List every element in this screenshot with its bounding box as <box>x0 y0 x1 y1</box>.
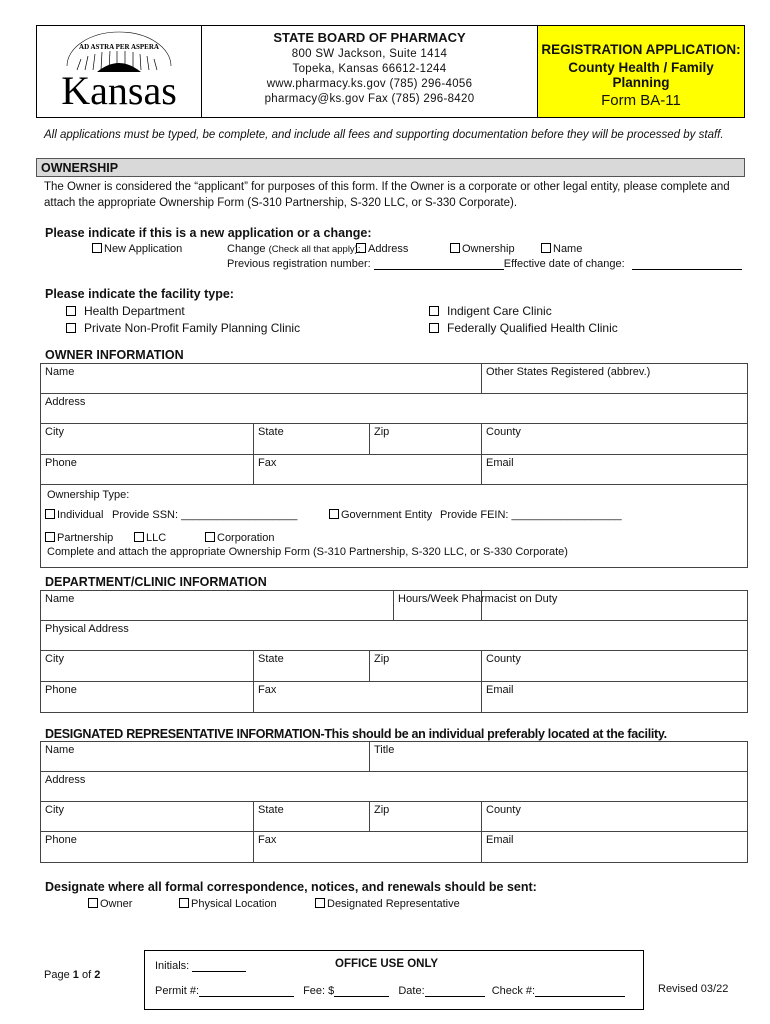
attach-ownership-note: Complete and attach the appropriate Ownership Form (S-310 Partnership, S-320 LLC, or S-330 Corporate) <box>47 546 568 558</box>
change-name-option[interactable] <box>541 243 582 255</box>
submission-notice: All applications must be typed, be complete, and include all fees and supporting documentation before they will be processed by staff. <box>44 129 724 141</box>
owner-info-title: OWNER INFORMATION <box>45 348 184 362</box>
indigent-label: Indigent Care Clinic <box>447 304 552 318</box>
owner-city-label: City <box>45 426 64 438</box>
change-address-label: Address <box>368 243 409 255</box>
effective-date-field[interactable] <box>632 259 742 270</box>
owner-email-field[interactable] <box>482 455 748 485</box>
svg-text:Kansas: Kansas <box>61 68 177 113</box>
office-use-row <box>155 985 625 997</box>
dept-zip-field[interactable] <box>370 651 482 682</box>
page-of: of <box>81 969 92 981</box>
corr-physical-checkbox[interactable] <box>179 898 189 908</box>
ownership-type-label: Ownership Type: <box>47 489 130 501</box>
dept-state-label: State <box>258 653 284 665</box>
rep-name-label: Name <box>45 744 75 756</box>
owner-state-label: State <box>258 426 284 438</box>
fee-field[interactable] <box>334 986 389 997</box>
date-label: Date: <box>398 985 425 997</box>
change-option <box>227 243 360 255</box>
change-ownership-option[interactable] <box>450 243 515 255</box>
owner-address-field[interactable] <box>41 394 748 424</box>
partnership-option[interactable] <box>45 532 113 544</box>
health-dept-checkbox[interactable] <box>66 306 76 316</box>
owner-phone-label: Phone <box>45 457 77 469</box>
office-use-title: OFFICE USE ONLY <box>335 958 439 970</box>
partnership-checkbox[interactable] <box>45 532 55 542</box>
partnership-label: Partnership <box>57 532 114 544</box>
government-entity-label: Government Entity <box>341 509 433 521</box>
owner-fax-field[interactable] <box>254 455 482 485</box>
prev-reg-row <box>227 258 742 270</box>
rep-address-field[interactable] <box>41 772 748 802</box>
dept-email-field[interactable] <box>482 682 748 713</box>
corr-owner-option[interactable] <box>88 898 132 910</box>
board-contact <box>202 26 537 117</box>
board-title: STATE BOARD OF PHARMACY <box>273 30 466 45</box>
change-ownership-checkbox[interactable] <box>450 243 460 253</box>
change-name-checkbox[interactable] <box>541 243 551 253</box>
revised-date: Revised 03/22 <box>658 983 729 995</box>
individual-label: Individual <box>57 509 104 521</box>
dept-email-label: Email <box>486 684 514 696</box>
ownership-type-cell <box>41 485 748 568</box>
page-prefix: Page <box>44 969 70 981</box>
owner-county-label: County <box>486 426 521 438</box>
dept-address-label: Physical Address <box>45 623 129 635</box>
private-nonprofit-option[interactable] <box>66 321 300 335</box>
rep-zip-label: Zip <box>374 804 390 816</box>
federally-qualified-label: Federally Qualified Health Clinic <box>447 321 618 335</box>
rep-title-field[interactable] <box>370 742 748 772</box>
indigent-checkbox[interactable] <box>429 306 439 316</box>
initials-row <box>155 960 246 972</box>
owner-name-label: Name <box>45 366 75 378</box>
federally-qualified-checkbox[interactable] <box>429 323 439 333</box>
indigent-option[interactable] <box>429 304 552 318</box>
health-dept-label: Health Department <box>84 304 185 318</box>
owner-state-field[interactable] <box>254 424 370 455</box>
rep-state-label: State <box>258 804 284 816</box>
owner-zip-field[interactable] <box>370 424 482 455</box>
owner-email-label: Email <box>486 457 514 469</box>
dept-info-table <box>40 590 748 713</box>
page-number <box>44 969 100 981</box>
initials-label: Initials: <box>155 960 190 972</box>
dept-hours-label: Hours/Week Pharmacist on Duty <box>398 593 558 605</box>
corporation-label: Corporation <box>217 532 275 544</box>
owner-address-label: Address <box>45 396 86 408</box>
owner-county-field[interactable] <box>482 424 748 455</box>
dept-county-field[interactable] <box>482 651 748 682</box>
owner-phone-field[interactable] <box>41 455 254 485</box>
rep-info-table <box>40 741 748 863</box>
dept-city-field[interactable] <box>41 651 254 682</box>
rep-address-label: Address <box>45 774 86 786</box>
corr-owner-checkbox[interactable] <box>88 898 98 908</box>
board-email-fax: pharmacy@ks.gov Fax (785) 296-8420 <box>264 93 475 105</box>
reg-form-number: Form BA-11 <box>601 92 681 109</box>
change-name-label: Name <box>553 243 583 255</box>
check-label: Check #: <box>491 985 536 997</box>
form-header <box>36 25 745 118</box>
reg-line2: County Health / Family Planning <box>568 60 714 90</box>
rep-info-title: DESIGNATED REPRESENTATIVE INFORMATION-This should be an individual preferably located at the facility. <box>45 727 667 741</box>
change-note: (Check all that apply): <box>268 244 361 255</box>
new-application-checkbox[interactable] <box>92 243 102 253</box>
corr-rep-option[interactable] <box>315 898 460 910</box>
svg-text:AD ASTRA PER ASPERA: AD ASTRA PER ASPERA <box>79 43 159 51</box>
kansas-seal-icon <box>37 26 201 117</box>
dept-zip-label: Zip <box>374 653 390 665</box>
corr-owner-label: Owner <box>100 898 133 910</box>
dept-city-label: City <box>45 653 64 665</box>
board-web-phone: www.pharmacy.ks.gov (785) 296-4056 <box>266 78 473 90</box>
rep-state-field[interactable] <box>254 802 370 832</box>
facility-type-title: Please indicate the facility type: <box>45 287 234 301</box>
change-address-option[interactable] <box>356 243 408 255</box>
change-ownership-label: Ownership <box>462 243 515 255</box>
page-current: 1 <box>72 969 79 981</box>
private-nonprofit-label: Private Non-Profit Family Planning Clinic <box>84 321 301 335</box>
llc-option[interactable] <box>134 532 166 544</box>
dept-state-field[interactable] <box>254 651 370 682</box>
owner-fax-label: Fax <box>258 457 277 469</box>
dept-phone-label: Phone <box>45 684 77 696</box>
prev-reg-label: Previous registration number: <box>227 258 371 270</box>
owner-zip-label: Zip <box>374 426 390 438</box>
app-type-title: Please indicate if this is a new application or a change: <box>45 226 372 240</box>
health-dept-option[interactable] <box>66 304 185 318</box>
provide-fein-field[interactable]: Provide FEIN: __________________ <box>440 509 622 521</box>
correspondence-title: Designate where all formal correspondence, notices, and renewals should be sent: <box>45 880 537 894</box>
permit-label: Permit #: <box>155 985 200 997</box>
rep-name-field[interactable] <box>41 742 370 772</box>
office-use-box <box>144 950 644 1010</box>
permit-field[interactable] <box>199 986 294 997</box>
kansas-logo <box>37 26 202 117</box>
board-address2: Topeka, Kansas 66612-1244 <box>292 63 447 75</box>
rep-city-label: City <box>45 804 64 816</box>
rep-title-label: Title <box>374 744 395 756</box>
dept-fax-field[interactable] <box>254 682 482 713</box>
rep-city-field[interactable] <box>41 802 254 832</box>
rep-phone-field[interactable] <box>41 832 254 863</box>
dept-address-field[interactable] <box>41 621 748 651</box>
change-address-checkbox[interactable] <box>356 243 366 253</box>
ownership-heading: OWNERSHIP <box>36 158 745 177</box>
registration-title-box <box>537 26 744 117</box>
effective-date-label: Effective date of change: <box>503 258 625 270</box>
rep-phone-label: Phone <box>45 834 77 846</box>
corr-physical-label: Physical Location <box>191 898 277 910</box>
rep-zip-field[interactable] <box>370 802 482 832</box>
dept-fax-label: Fax <box>258 684 277 696</box>
individual-checkbox[interactable] <box>45 509 55 519</box>
owner-info-table <box>40 363 748 568</box>
check-field[interactable] <box>535 986 625 997</box>
corr-rep-label: Designated Representative <box>327 898 460 910</box>
llc-checkbox[interactable] <box>134 532 144 542</box>
date-field[interactable] <box>425 986 485 997</box>
llc-label: LLC <box>146 532 167 544</box>
fee-label: Fee: $ <box>303 985 335 997</box>
government-entity-checkbox[interactable] <box>329 509 339 519</box>
reg-line1: REGISTRATION APPLICATION: <box>541 42 741 57</box>
ownership-text: The Owner is considered the “applicant” for purposes of this form. If the Owner is a corporate or other legal entity, please complete and attach the appropriate Ownership Form (S-310 Partnership, S-320 LLC, or S-330 Corporate). <box>44 181 730 209</box>
owner-name-field[interactable] <box>41 364 482 394</box>
corporation-option[interactable] <box>205 532 274 544</box>
owner-other-states-field[interactable] <box>482 364 748 394</box>
private-nonprofit-checkbox[interactable] <box>66 323 76 333</box>
dept-phone-field[interactable] <box>41 682 254 713</box>
rep-county-label: County <box>486 804 521 816</box>
corr-physical-option[interactable] <box>179 898 277 910</box>
rep-fax-label: Fax <box>258 834 277 846</box>
dept-info-title: DEPARTMENT/CLINIC INFORMATION <box>45 575 267 589</box>
initials-field[interactable] <box>192 961 246 972</box>
new-application-option[interactable] <box>92 243 182 255</box>
provide-ssn-field[interactable]: Provide SSN: ___________________ <box>112 509 298 521</box>
corporation-checkbox[interactable] <box>205 532 215 542</box>
individual-option[interactable] <box>45 509 103 521</box>
dept-name-label: Name <box>45 593 75 605</box>
change-label: Change <box>227 243 266 255</box>
federally-qualified-option[interactable] <box>429 321 618 335</box>
corr-rep-checkbox[interactable] <box>315 898 325 908</box>
owner-city-field[interactable] <box>41 424 254 455</box>
rep-email-field[interactable] <box>482 832 748 863</box>
dept-county-label: County <box>486 653 521 665</box>
owner-other-states-label: Other States Registered (abbrev.) <box>486 366 651 378</box>
new-application-label: New Application <box>104 243 183 255</box>
dept-hours-field[interactable] <box>398 591 748 621</box>
page-total: 2 <box>94 969 101 981</box>
rep-fax-field[interactable] <box>254 832 482 863</box>
government-entity-option[interactable] <box>329 509 432 521</box>
rep-county-field[interactable] <box>482 802 748 832</box>
prev-reg-field[interactable] <box>374 259 504 270</box>
rep-email-label: Email <box>486 834 514 846</box>
dept-hours-cell <box>393 591 752 620</box>
board-address1: 800 SW Jackson, Suite 1414 <box>291 48 448 60</box>
